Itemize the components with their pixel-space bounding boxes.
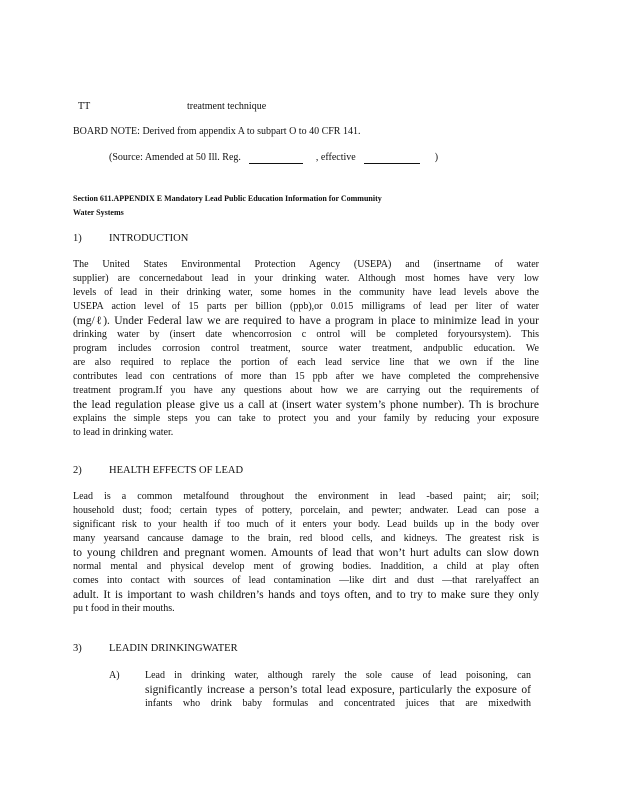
subsection-label: A) [109, 670, 120, 681]
paragraph-line: explains the simple steps you can take to protect you and your family by reducing your exposure [73, 413, 539, 424]
paragraph-line: many yearsand cancause damage to the brain, red blood cells, and kidneys. The greatest risk is [73, 533, 539, 544]
paragraph-line: Lead is a common metalfound throughout the environment in lead -based paint; air; soil; [73, 491, 539, 502]
section-3-body [145, 669, 531, 711]
paragraph-line: (mg/ℓ). Under Federal law we are required to have a program in place to minimize lead in your [73, 315, 539, 327]
paragraph-line: The United States Environmental Protection Agency (USEPA) and (insertname of water [73, 259, 539, 270]
paragraph-line: comes into contact with sources of lead contamination —like dirt and dust —that rarelyaffect an [73, 575, 539, 586]
section-title: HEALTH EFFECTS OF LEAD [109, 465, 244, 476]
paragraph-line: USEPA action level of 15 parts per billion (ppb),or 0.015 milligrams of lead per liter of water [73, 301, 539, 312]
paragraph-line: treatment program.If you have any questions about how we are carrying out the requirements of [73, 385, 539, 396]
paragraph-line: adult. It is important to wash children’s hands and toys often, and to try to make sure they only [73, 589, 539, 601]
paragraph-line: contributes lead con centrations of more than 15 ppb after we have completed the comprehensive [73, 371, 539, 382]
treatment-technique-label: treatment technique [187, 101, 267, 112]
paragraph-line: drinking water by (insert date whencorrosion c ontrol will be completed foryoursystem). This [73, 329, 539, 340]
board-note: BOARD NOTE: Derived from appendix A to subpart O to 40 CFR 141. [73, 126, 361, 137]
paragraph-line: pu t food in their mouths. [73, 603, 175, 614]
close-paren: ) [434, 152, 439, 163]
section-title: LEADIN DRINKINGWATER [109, 643, 238, 654]
paragraph-line: household dust; food; certain types of pottery, porcelain, and pewter; andwater. Lead can pose a [73, 505, 539, 516]
section-title-line-1: Section 611.APPENDIX E Mandatory Lead Public Education Information for Community [73, 194, 382, 203]
section-1-body [73, 258, 539, 440]
paragraph-line: levels of lead in their drinking water, some homes in the community have lead levels above the [73, 287, 539, 298]
section-number: 1) [73, 233, 82, 244]
effective-label: , effective [315, 152, 356, 163]
paragraph-line: infants who drink baby formulas and concentrated juices that are mixedwith [145, 698, 531, 709]
tt-label: TT [78, 101, 91, 112]
source-note [109, 152, 438, 164]
effective-date-blank [364, 153, 420, 164]
section-title: INTRODUCTION [109, 233, 189, 244]
paragraph-line: program includes corrosion control treatment, source water treatment, andpublic education. We [73, 343, 539, 354]
reg-blank [249, 153, 303, 164]
paragraph-line: significantly increase a person’s total lead exposure, particularly the exposure of [145, 684, 531, 696]
section-number: 2) [73, 465, 82, 476]
section-title-line-2: Water Systems [73, 208, 124, 217]
paragraph-line: to young children and pregnant women. Amounts of lead that won’t hurt adults can slow down [73, 547, 539, 559]
paragraph-line: the lead regulation please give us a call at (insert water system’s phone number). Th is brochure [73, 399, 539, 411]
paragraph-line: to lead in drinking water. [73, 427, 174, 438]
source-prefix: (Source: Amended at 50 Ill. Reg. [109, 152, 241, 163]
section-number: 3) [73, 643, 82, 654]
paragraph-line: significant risk to your health if too much of it enters your body. Lead builds up in the body over [73, 519, 539, 530]
section-2-body [73, 490, 539, 616]
paragraph-line: normal mental and physical develop ment of growing bodies. Inaddition, a child at play often [73, 561, 539, 572]
paragraph-line: are also required to replace the portion of each lead service line that we own if the line [73, 357, 539, 368]
paragraph-line: Lead in drinking water, although rarely the sole cause of lead poisoning, can [145, 670, 531, 681]
paragraph-line: supplier) are concernedabout lead in your drinking water. Although most homes have very low [73, 273, 539, 284]
